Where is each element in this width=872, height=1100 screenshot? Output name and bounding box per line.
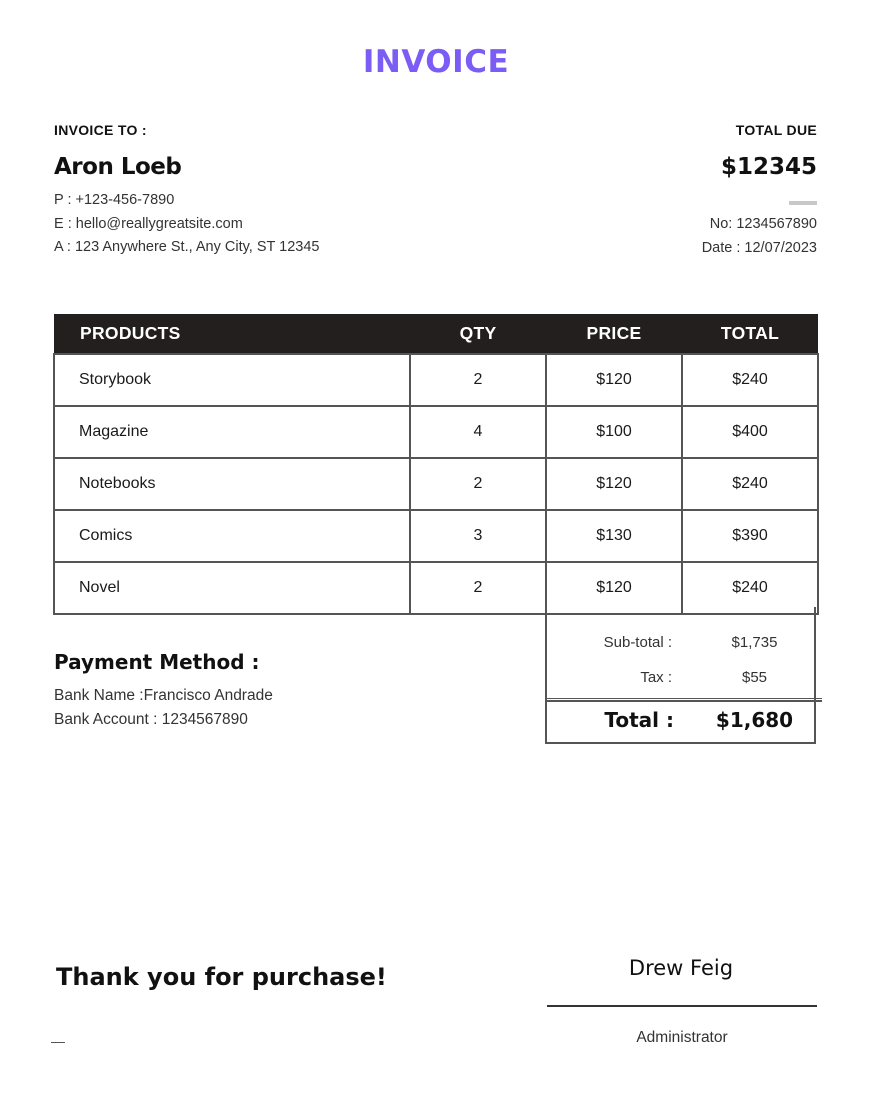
table-row [54, 458, 818, 510]
price-cell: $130 [546, 510, 682, 562]
qty-cell: 4 [410, 406, 546, 458]
header-total: TOTAL [682, 314, 818, 354]
footer-mark [51, 1042, 65, 1043]
tax-value: $55 [741, 669, 768, 686]
customer-email: E : hello@reallygreatsite.com [54, 215, 243, 232]
divider-dash [789, 201, 817, 205]
qty-cell: 2 [410, 458, 546, 510]
table-header-row [54, 314, 818, 354]
table-row [54, 354, 818, 406]
total-cell: $240 [682, 354, 818, 406]
totals-divider [547, 700, 822, 702]
total-cell: $390 [682, 510, 818, 562]
total-cell: $240 [682, 562, 818, 614]
signature-line [547, 1005, 817, 1007]
customer-contact [54, 189, 319, 260]
price-cell: $120 [546, 458, 682, 510]
customer-name: Aron Loeb [54, 154, 182, 180]
table-row [54, 406, 818, 458]
bank-name: Bank Name :Francisco Andrade [54, 687, 273, 704]
invoice-date: Date : 12/07/2023 [701, 239, 817, 256]
invoice-meta [702, 213, 817, 260]
total-cell: $240 [682, 458, 818, 510]
header-price: PRICE [546, 314, 682, 354]
price-cell: $120 [546, 562, 682, 614]
tax-label: Tax : [640, 669, 672, 686]
product-cell: Magazine [54, 406, 410, 458]
qty-cell: 2 [410, 562, 546, 614]
qty-cell: 2 [410, 354, 546, 406]
header-qty: QTY [410, 314, 546, 354]
table-row [54, 510, 818, 562]
subtotal-label: Sub-total : [603, 634, 672, 651]
totals-divider [547, 698, 822, 699]
total-due-label: TOTAL DUE [735, 122, 817, 138]
total-label: Total : [604, 708, 674, 732]
total-value: $1,680 [715, 708, 794, 732]
total-due-amount: $12345 [720, 154, 817, 180]
signer-role: Administrator [636, 1029, 728, 1046]
payment-details [54, 684, 273, 732]
customer-address: A : 123 Anywhere St., Any City, ST 12345 [54, 239, 320, 255]
product-cell: Storybook [54, 354, 410, 406]
invoice-number: No: 1234567890 [709, 216, 817, 232]
bank-account: Bank Account : 1234567890 [54, 711, 248, 728]
price-cell: $100 [546, 406, 682, 458]
totals-box [545, 607, 816, 744]
payment-method-title: Payment Method : [54, 650, 260, 674]
signer-name: Drew Feig [628, 956, 734, 980]
product-cell: Novel [54, 562, 410, 614]
customer-phone: P : +123-456-7890 [54, 192, 175, 208]
invoice-to-label: INVOICE TO : [54, 122, 147, 138]
thank-you-message: Thank you for purchase! [56, 963, 387, 991]
items-table [53, 314, 819, 615]
qty-cell: 3 [410, 510, 546, 562]
price-cell: $120 [546, 354, 682, 406]
header-products: PRODUCTS [54, 314, 410, 354]
invoice-title: INVOICE [362, 44, 510, 80]
product-cell: Notebooks [54, 458, 410, 510]
product-cell: Comics [54, 510, 410, 562]
total-cell: $400 [682, 406, 818, 458]
subtotal-value: $1,735 [731, 634, 778, 651]
